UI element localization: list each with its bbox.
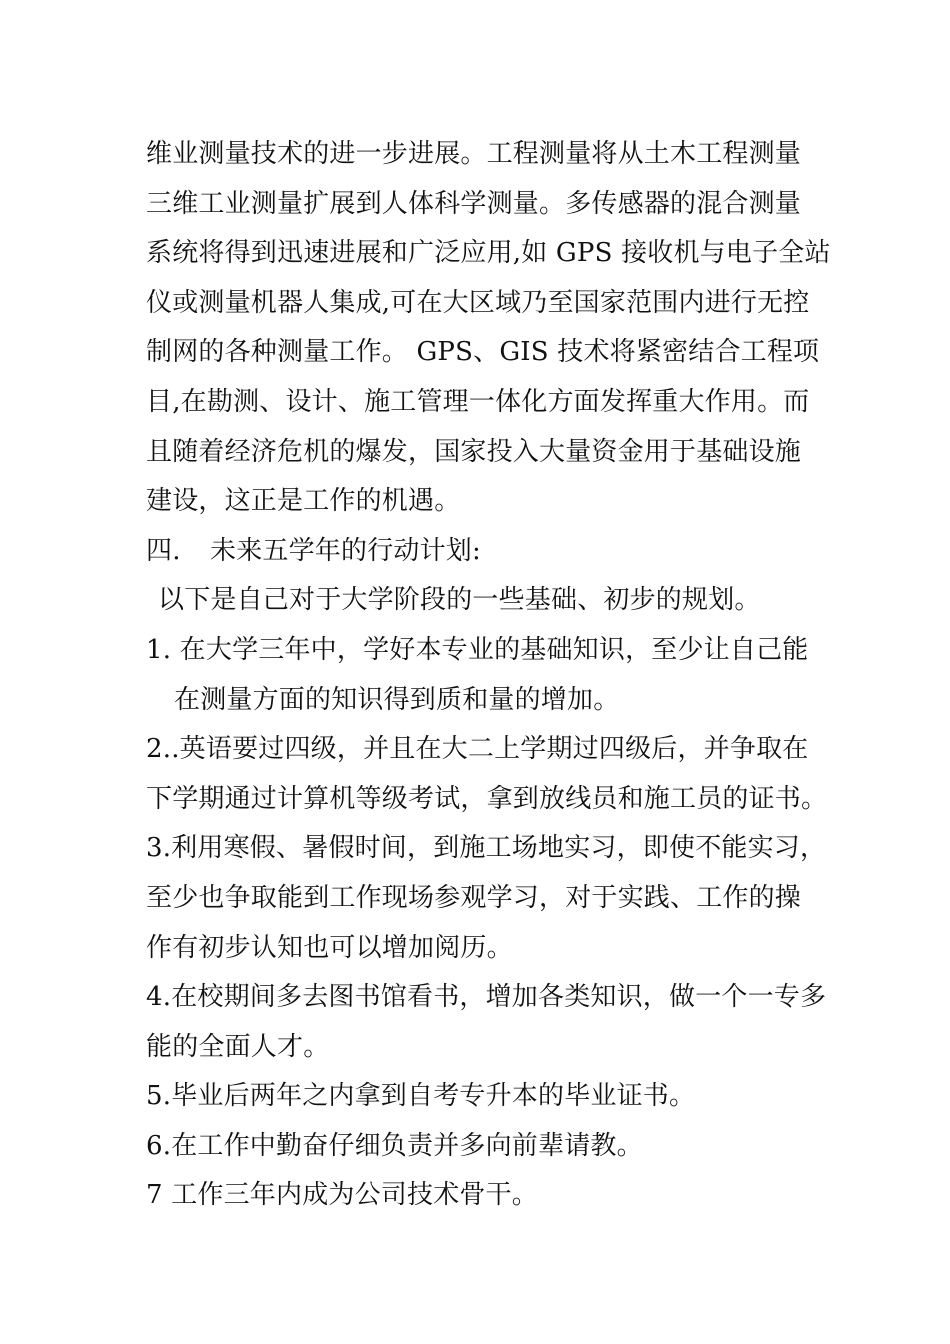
plan-item-4: 4.在校期间多去图书馆看书，增加各类知识，做一个一专多 — [146, 982, 827, 1013]
plan-item-7: 7 工作三年内成为公司技术骨干。 — [146, 1180, 539, 1211]
plan-item-1: 1. 在大学三年中，学好本专业的基础知识，至少让自己能 — [146, 634, 809, 665]
plan-item-5: 5.毕业后两年之内拿到自考专升本的毕业证书。 — [146, 1081, 696, 1112]
paragraph-line: 且随着经济危机的爆发，国家投入大量资金用于基础设施 — [146, 436, 802, 467]
plan-item-3-cont: 作有初步认知也可以增加阅历。 — [146, 932, 513, 963]
section-title: 未来五学年的行动计划: — [210, 535, 481, 566]
plan-item-4-cont: 能的全面人才。 — [146, 1031, 330, 1062]
document-body — [146, 130, 831, 1221]
paragraph-line: 系统将得到迅速进展和广泛应用,如 GPS 接收机与电子全站 — [146, 238, 831, 269]
section-heading — [146, 527, 808, 577]
plan-item-2-cont: 下学期通过计算机等级考试，拿到放线员和施工员的证书。 — [146, 783, 828, 814]
paragraph-line: 三维工业测量扩展到人体科学测量。多传感器的混合测量 — [146, 188, 802, 219]
plan-item-1-cont: 在测量方面的知识得到质和量的增加。 — [174, 684, 620, 715]
plan-item-6: 6.在工作中勤奋仔细负责并多向前辈请教。 — [146, 1130, 643, 1161]
section-number: 四. — [146, 535, 181, 566]
paragraph-line: 维业测量技术的进一步进展。工程测量将从土木工程测量 — [146, 139, 802, 169]
intro-line: 以下是自己对于大学阶段的一些基础、初步的规划。 — [158, 585, 761, 616]
plan-item-2: 2..英语要过四级，并且在大二上学期过四级后，并争取在 — [146, 734, 809, 765]
paragraph-line: 仪或测量机器人集成,可在大区域乃至国家范围内进行无控 — [146, 287, 810, 318]
paragraph-line: 目,在勘测、设计、施工管理一体化方面发挥重大作用。而 — [146, 386, 810, 417]
paragraph-line: 制网的各种测量工作。 GPS、GIS 技术将紧密结合工程项 — [146, 337, 820, 368]
plan-item-3-cont: 至少也争取能到工作现场参观学习，对于实践、工作的操 — [146, 882, 802, 913]
paragraph-line: 建设，这正是工作的机遇。 — [146, 486, 461, 517]
plan-item-3: 3.利用寒假、暑假时间，到施工场地实习，即使不能实习， — [146, 833, 827, 864]
